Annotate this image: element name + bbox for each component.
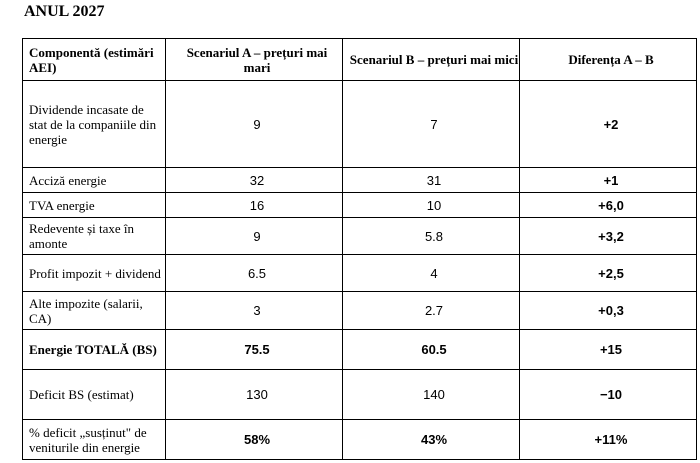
- value-scenario-b: 5.8: [343, 218, 520, 255]
- row-label: Deficit BS (estimat): [23, 370, 166, 420]
- value-scenario-a: 130: [166, 370, 343, 420]
- table-row: [23, 420, 697, 460]
- table-row: [23, 292, 697, 330]
- value-difference: −10: [520, 370, 697, 420]
- value-difference: +11%: [520, 420, 697, 460]
- table-row: [23, 81, 697, 168]
- value-difference: +2,5: [520, 255, 697, 292]
- value-scenario-a: 6.5: [166, 255, 343, 292]
- table-row: [23, 193, 697, 218]
- row-label: Alte impozite (salarii, CA): [23, 292, 166, 330]
- header-scenario-b: Scenariul B – prețuri mai mici: [343, 39, 520, 81]
- table-row: [23, 255, 697, 292]
- table-row-total: [23, 330, 697, 370]
- row-label: TVA energie: [23, 193, 166, 218]
- value-scenario-a: 3: [166, 292, 343, 330]
- value-difference: +15: [520, 330, 697, 370]
- table-row: [23, 370, 697, 420]
- value-difference: +2: [520, 81, 697, 168]
- value-difference: +6,0: [520, 193, 697, 218]
- value-scenario-b: 140: [343, 370, 520, 420]
- row-label: % deficit „susținut" de veniturile din energie: [23, 420, 166, 460]
- value-scenario-b: 60.5: [343, 330, 520, 370]
- value-difference: +1: [520, 168, 697, 193]
- value-scenario-a: 58%: [166, 420, 343, 460]
- table-row: [23, 218, 697, 255]
- row-label: Dividende incasate de stat de la companiile din energie: [23, 81, 166, 168]
- value-scenario-a: 9: [166, 218, 343, 255]
- page-title: ANUL 2027: [24, 3, 105, 20]
- value-scenario-b: 2.7: [343, 292, 520, 330]
- row-label: Profit impozit + dividend: [23, 255, 166, 292]
- value-scenario-a: 75.5: [166, 330, 343, 370]
- value-scenario-b: 31: [343, 168, 520, 193]
- value-scenario-b: 43%: [343, 420, 520, 460]
- header-scenario-a: Scenariul A – prețuri mai mari: [166, 39, 343, 81]
- value-difference: +0,3: [520, 292, 697, 330]
- value-scenario-a: 32: [166, 168, 343, 193]
- value-scenario-b: 10: [343, 193, 520, 218]
- value-scenario-a: 9: [166, 81, 343, 168]
- table-header-row: [23, 39, 697, 81]
- row-label: Redevente și taxe în amonte: [23, 218, 166, 255]
- table-row: [23, 168, 697, 193]
- header-component: Componentă (estimări AEI): [23, 39, 166, 81]
- value-scenario-b: 4: [343, 255, 520, 292]
- value-scenario-a: 16: [166, 193, 343, 218]
- value-difference: +3,2: [520, 218, 697, 255]
- row-label: Acciză energie: [23, 168, 166, 193]
- row-label: Energie TOTALĂ (BS): [23, 330, 166, 370]
- revenue-table: [22, 38, 697, 460]
- value-scenario-b: 7: [343, 81, 520, 168]
- header-difference: Diferența A – B: [520, 39, 697, 81]
